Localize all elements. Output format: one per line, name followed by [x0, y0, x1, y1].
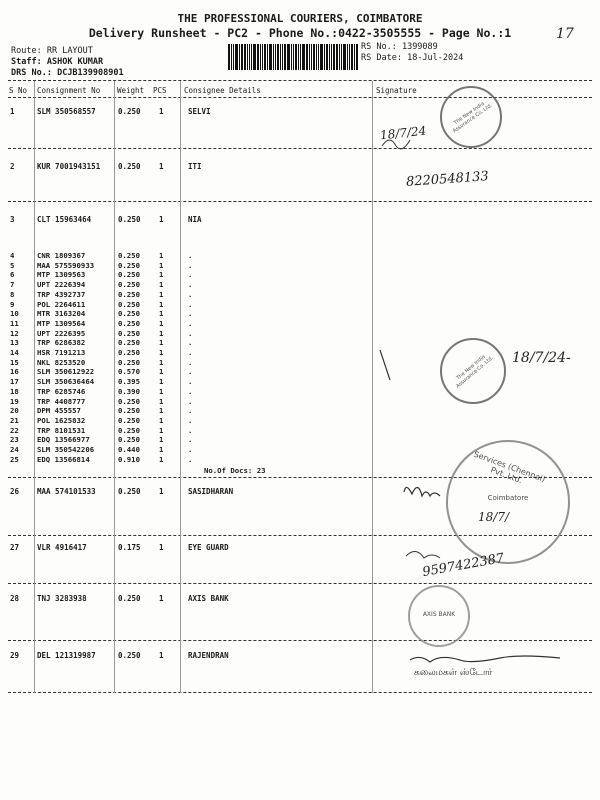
cell-pcs: 1 [159, 299, 164, 309]
cell-weight: 0.250 [118, 435, 140, 445]
rs-no-value: 1399089 [401, 42, 438, 52]
cell-consignment: TRP 6286382 [37, 338, 86, 348]
cell-consignment: NKL 8253520 [37, 357, 86, 367]
cell-pcs: 1 [159, 415, 164, 425]
cell-consignee: . [188, 309, 193, 319]
barcode-bar [233, 44, 234, 70]
cell-weight: 0.250 [118, 318, 140, 328]
cell-pcs: 1 [159, 543, 164, 552]
cell-weight: 0.390 [118, 386, 140, 396]
cell-consignee: NIA [188, 215, 202, 224]
cell-sno: 5 [10, 260, 15, 270]
services-stamp-text: Services (Chennai) Pvt. Ltd. [472, 449, 547, 486]
cell-consignment: TRP 6285746 [37, 386, 86, 396]
cell-consignment: MTP 1309563 [37, 270, 86, 280]
cell-consignee: . [188, 338, 193, 348]
no-of-docs: No.Of Docs: 23 [204, 466, 266, 475]
cell-sno: 14 [10, 348, 19, 357]
barcode-bar [313, 44, 315, 70]
cell-sno: 8 [10, 289, 15, 299]
barcode-bar [249, 44, 250, 70]
cell-consignee: . [188, 328, 193, 338]
cell-weight: 0.250 [118, 215, 141, 224]
barcode-bar [269, 44, 272, 70]
cell-consignee: . [188, 260, 193, 270]
corner-handwritten-mark: 17 [556, 26, 574, 42]
column-divider [34, 81, 35, 693]
signature-row29 [410, 656, 560, 662]
barcode-bar [311, 44, 312, 70]
header-rule [8, 80, 592, 81]
runsheet-title: Delivery Runsheet - PC2 - Phone No.:0422-3505555 - Page No.:1 [88, 26, 512, 40]
cell-sno: 7 [10, 280, 15, 290]
rs-no-label: RS No.: [361, 42, 397, 52]
cell-consignment: HSR 7191213 [37, 348, 86, 357]
cell-consignee: . [188, 435, 193, 445]
cell-weight: 0.250 [118, 260, 140, 270]
cell-weight: 0.250 [118, 396, 140, 406]
barcode-bar [280, 44, 281, 70]
barcode-bar [247, 44, 248, 70]
signature-scribbles [370, 100, 600, 700]
cell-weight: 0.250 [118, 406, 140, 416]
route-label: Route: [11, 46, 42, 56]
cell-consignment: MAA 574101533 [37, 487, 96, 496]
cell-consignment: POL 2264611 [37, 299, 86, 309]
cell-consignee: . [188, 289, 193, 299]
barcode-bar [300, 44, 301, 70]
rs-date-label: RS Date: [361, 53, 402, 63]
cell-consignee: SASIDHARAN [188, 487, 234, 496]
signature-row27 [406, 551, 440, 558]
cell-consignment: SLM 350636464 [37, 377, 95, 387]
barcode-bar [320, 44, 323, 70]
cell-sno: 9 [10, 299, 15, 309]
cell-consignee: . [188, 251, 193, 260]
cell-consignee: . [188, 396, 193, 406]
cell-consignment: UPT 2226394 [37, 280, 86, 290]
cell-weight: 0.250 [118, 594, 141, 603]
cell-weight: 0.910 [118, 454, 140, 464]
barcode-bar [349, 44, 350, 70]
barcode-bar [282, 44, 283, 70]
cell-consignment: DPM 455557 [37, 406, 81, 416]
cell-consignee: . [188, 406, 193, 416]
barcode-bar [275, 44, 276, 70]
cell-sno: 25 [10, 454, 19, 464]
column-header-sno: S No [9, 86, 28, 95]
cell-pcs: 1 [159, 435, 164, 445]
cell-consignment: MAA 575590933 [37, 260, 95, 270]
cell-sno: 10 [10, 309, 19, 319]
rs-date-value: 18-Jul-2024 [407, 53, 464, 63]
cell-consignee: . [188, 357, 193, 367]
cell-pcs: 1 [159, 406, 164, 416]
barcode-bar [260, 44, 261, 70]
cell-sno: 6 [10, 270, 15, 280]
cell-sno: 26 [10, 487, 20, 496]
cell-consignee: . [188, 415, 193, 425]
barcode-bar [273, 44, 274, 70]
signature-row4 [380, 350, 390, 380]
barcode-bar [239, 44, 240, 70]
rs-date-line [361, 53, 463, 63]
cell-sno: 15 [10, 357, 19, 367]
cell-pcs: 1 [159, 162, 164, 171]
cell-consignee: . [188, 386, 193, 396]
barcode-bar [306, 44, 308, 70]
cell-consignee: . [188, 348, 193, 357]
cell-consignment: SLM 350542206 [37, 445, 95, 454]
cell-weight: 0.250 [118, 289, 140, 299]
barcode-bar [333, 44, 335, 70]
cell-weight: 0.250 [118, 251, 140, 260]
cell-weight: 0.440 [118, 445, 140, 454]
cell-pcs: 1 [159, 357, 164, 367]
cell-weight: 0.250 [118, 107, 141, 116]
cell-consignment: TRP 4408777 [37, 396, 86, 406]
cell-sno: 3 [10, 215, 15, 224]
cell-pcs: 1 [159, 425, 164, 435]
barcode-bar [302, 44, 305, 70]
barcode-bar [318, 44, 319, 70]
cell-consignment: TNJ 3283938 [37, 594, 87, 603]
cell-weight: 0.250 [118, 328, 140, 338]
cell-sno: 12 [10, 328, 19, 338]
column-header-weight: Weight [117, 86, 145, 95]
cell-consignee: . [188, 318, 193, 328]
cell-consignee: . [188, 270, 193, 280]
cell-sno: 1 [10, 107, 15, 116]
cell-sno: 11 [10, 318, 19, 328]
cell-weight: 0.250 [118, 348, 140, 357]
barcode-bar [339, 44, 340, 70]
cell-consignment: KUR 7001943151 [37, 162, 101, 171]
cell-consignee: . [188, 425, 193, 435]
handwritten-date-row1: 18/7/24 [379, 123, 427, 143]
cell-pcs: 1 [159, 348, 164, 357]
barcode-bar [251, 44, 252, 70]
handwritten-phone-row2: 8220548133 [405, 169, 490, 190]
barcode-bar [277, 44, 279, 70]
cell-pcs: 1 [159, 377, 164, 387]
barcode-bar [264, 44, 266, 70]
cell-weight: 0.250 [118, 299, 140, 309]
barcode-bar [347, 44, 348, 70]
cell-consignee: . [188, 280, 193, 290]
barcode-bar [356, 44, 358, 70]
cell-consignment: CLT 15963464 [37, 215, 92, 224]
column-divider [180, 81, 181, 693]
cell-pcs: 1 [159, 338, 164, 348]
cell-consignee: SELVI [188, 107, 211, 116]
barcode-bar [343, 44, 346, 70]
cell-consignee: . [188, 299, 193, 309]
handwritten-date-row4: 18/7/24- [512, 350, 571, 366]
cell-sno: 18 [10, 386, 19, 396]
cell-pcs: 1 [159, 270, 164, 280]
barcode-bar [326, 44, 328, 70]
cell-pcs: 1 [159, 454, 164, 464]
cell-weight: 0.250 [118, 487, 141, 496]
cell-consignment: EDQ 13566977 [37, 435, 90, 445]
rs-no-line [361, 42, 438, 52]
signature-row1 [382, 140, 410, 149]
cell-sno: 17 [10, 377, 19, 387]
column-header-consignee: Consignee Details [184, 86, 261, 95]
cell-consignment: TRP 8101531 [37, 425, 86, 435]
cell-consignee: . [188, 445, 193, 454]
insurance-stamp-text: The New India Assurance Co. Ltd. [451, 100, 494, 135]
barcode-bar [336, 44, 338, 70]
barcode-bar [293, 44, 294, 70]
cell-consignment: TRP 4392737 [37, 289, 86, 299]
company-title: THE PROFESSIONAL COURIERS, COIMBATORE [177, 12, 423, 25]
cell-sno: 29 [10, 651, 20, 660]
bank-stamp-text: AXIS BANK [422, 611, 456, 618]
handwritten-tamil-row29: கலைமகள் ஸ்டோர் [414, 668, 493, 678]
cell-consignee: ITI [188, 162, 202, 171]
insurance-stamp-text: The New India Assurance Co. Ltd. [455, 353, 495, 390]
barcode-bar [309, 44, 310, 70]
staff-value: ASHOK KUMAR [46, 57, 104, 67]
barcode [228, 44, 360, 70]
barcode-bar [324, 44, 325, 70]
barcode-bar [354, 44, 355, 70]
drs-label: DRS No.: [11, 68, 52, 78]
cell-weight: 0.250 [118, 338, 140, 348]
barcode-bar [267, 44, 268, 70]
barcode-bar [295, 44, 297, 70]
cell-consignment: EDQ 13566814 [37, 454, 90, 464]
cell-pcs: 1 [159, 487, 164, 496]
cell-weight: 0.175 [118, 543, 141, 552]
barcode-bar [316, 44, 317, 70]
cell-weight: 0.250 [118, 415, 140, 425]
cell-consignee: . [188, 377, 193, 387]
cell-pcs: 1 [159, 594, 164, 603]
cell-pcs: 1 [159, 386, 164, 396]
staff-line [11, 57, 103, 67]
barcode-bar [329, 44, 330, 70]
barcode-bar [253, 44, 256, 70]
cell-consignment: UPT 2226395 [37, 328, 86, 338]
drs-value: DCJB139908901 [57, 68, 124, 78]
cell-weight: 0.250 [118, 357, 140, 367]
staff-label: Staff: [11, 57, 42, 67]
cell-pcs: 1 [159, 651, 164, 660]
cell-consignment: MTR 3163204 [37, 309, 86, 319]
cell-sno: 16 [10, 367, 19, 377]
column-header-pcs: PCS [153, 86, 167, 95]
cell-pcs: 1 [159, 280, 164, 290]
column-header-signature: Signature [376, 86, 417, 95]
column-divider [114, 81, 115, 693]
signature-row26 [404, 487, 440, 496]
cell-weight: 0.395 [118, 377, 140, 387]
barcode-bar [228, 44, 230, 70]
cell-sno: 22 [10, 425, 19, 435]
cell-consignee: . [188, 367, 193, 377]
barcode-bar [351, 44, 353, 70]
cell-pcs: 1 [159, 107, 164, 116]
barcode-bar [262, 44, 263, 70]
cell-pcs: 1 [159, 289, 164, 299]
cell-consignee: EYE GUARD [188, 543, 229, 552]
barcode-bar [341, 44, 342, 70]
route-value: RR LAYOUT [46, 46, 93, 56]
cell-weight: 0.250 [118, 270, 140, 280]
cell-weight: 0.570 [118, 367, 140, 377]
cell-consignment: CNR 1809367 [37, 251, 86, 260]
cell-sno: 24 [10, 445, 19, 454]
cell-consignment: SLM 350612922 [37, 367, 95, 377]
barcode-bar [284, 44, 286, 70]
cell-weight: 0.250 [118, 162, 141, 171]
handwritten-phone-row27: 9597422387 [421, 550, 506, 581]
column-header-rule [8, 97, 592, 98]
cell-pcs: 1 [159, 396, 164, 406]
barcode-bar [257, 44, 259, 70]
cell-sno: 19 [10, 396, 19, 406]
cell-weight: 0.250 [118, 651, 141, 660]
cell-weight: 0.250 [118, 425, 140, 435]
drs-line [11, 68, 124, 78]
cell-sno: 23 [10, 435, 19, 445]
barcode-bar [298, 44, 299, 70]
cell-consignment: VLR 4916417 [37, 543, 87, 552]
barcode-bar [235, 44, 238, 70]
cell-pcs: 1 [159, 318, 164, 328]
column-header-consignment: Consignment No [37, 86, 101, 95]
services-stamp-city: Coimbatore [487, 494, 529, 502]
cell-consignment: DEL 121319987 [37, 651, 96, 660]
cell-sno: 4 [10, 251, 15, 260]
cell-consignee: . [188, 454, 193, 464]
cell-pcs: 1 [159, 260, 164, 270]
cell-consignee: AXIS BANK [188, 594, 229, 603]
cell-consignee: RAJENDRAN [188, 651, 229, 660]
cell-pcs: 1 [159, 445, 164, 454]
cell-sno: 13 [10, 338, 19, 348]
cell-sno: 2 [10, 162, 15, 171]
barcode-bar [241, 44, 243, 70]
barcode-bar [287, 44, 290, 70]
cell-consignment: SLM 350568557 [37, 107, 96, 116]
cell-sno: 20 [10, 406, 19, 416]
cell-pcs: 1 [159, 328, 164, 338]
cell-consignment: MTP 1309564 [37, 318, 86, 328]
cell-pcs: 1 [159, 215, 164, 224]
cell-pcs: 1 [159, 251, 164, 260]
cell-pcs: 1 [159, 367, 164, 377]
barcode-bar [291, 44, 292, 70]
barcode-bar [244, 44, 246, 70]
route-line [11, 46, 93, 56]
cell-consignment: POL 1625832 [37, 415, 86, 425]
cell-weight: 0.250 [118, 309, 140, 319]
cell-sno: 21 [10, 415, 19, 425]
cell-weight: 0.250 [118, 280, 140, 290]
cell-pcs: 1 [159, 309, 164, 319]
barcode-bar [331, 44, 332, 70]
handwritten-date-row26: 18/7/ [478, 510, 509, 524]
barcode-bar [231, 44, 232, 70]
cell-sno: 28 [10, 594, 20, 603]
cell-sno: 27 [10, 543, 20, 552]
